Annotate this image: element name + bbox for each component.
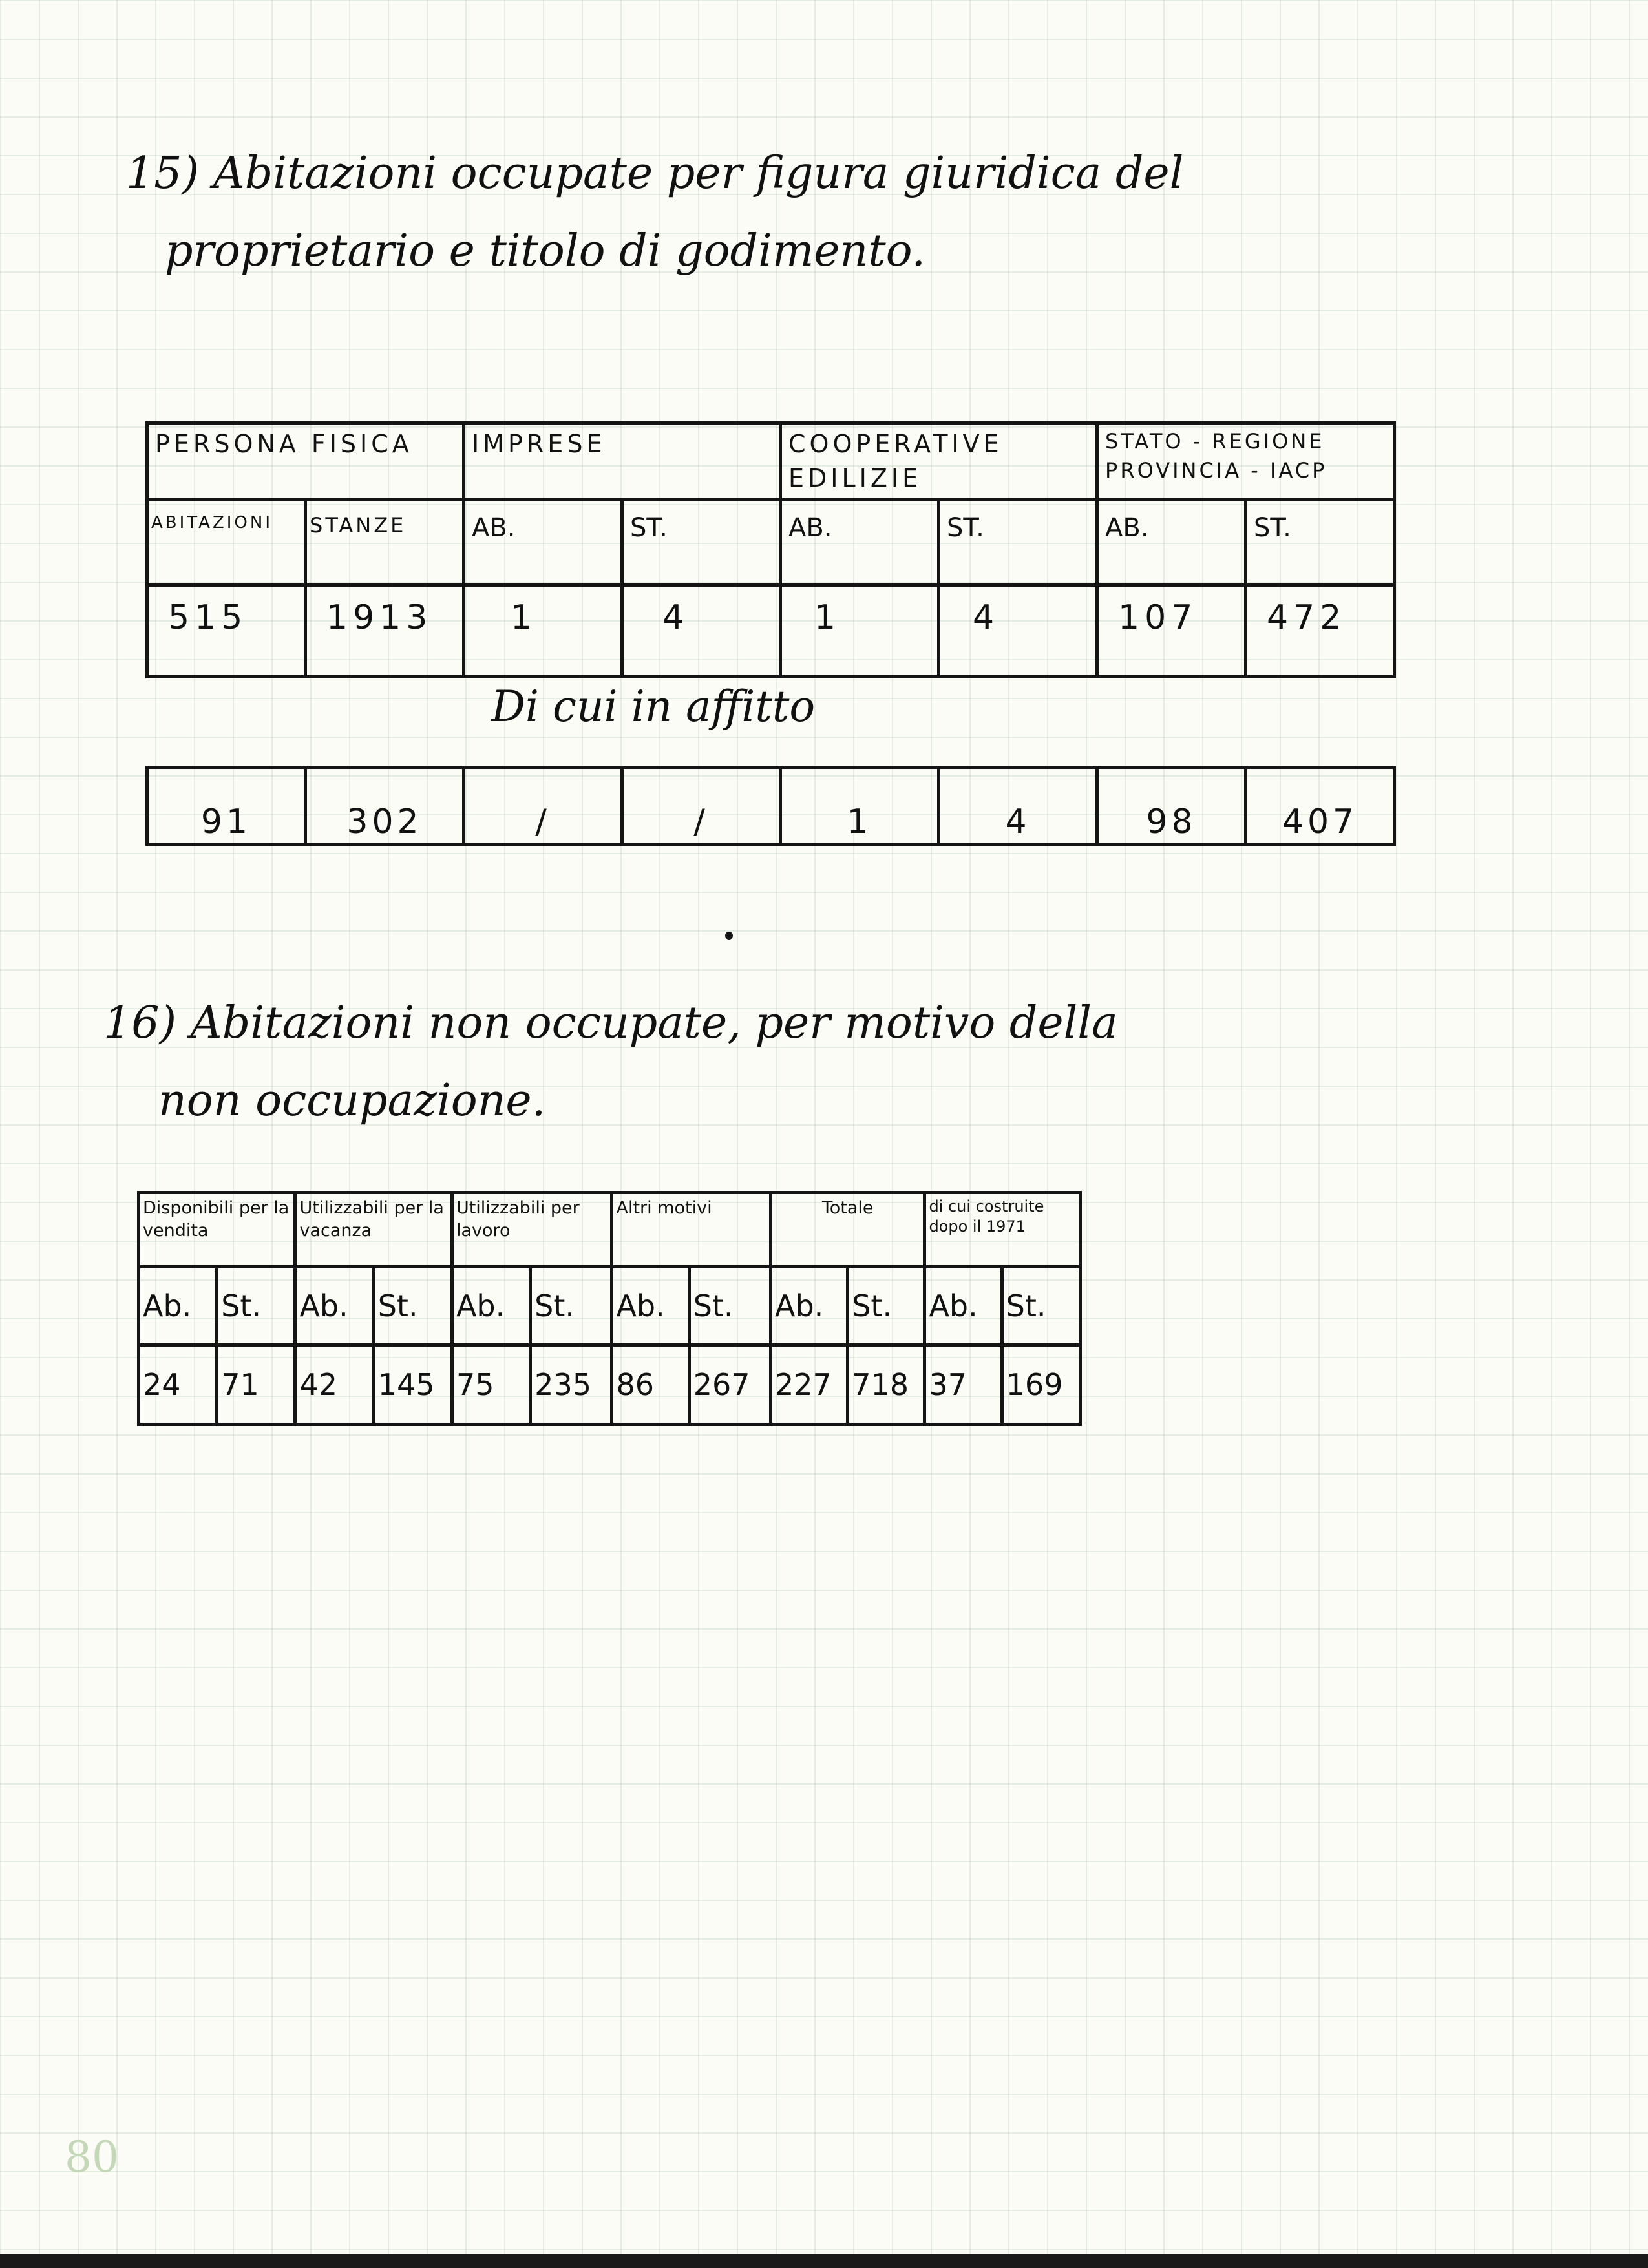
subheader-row — [147, 500, 1395, 585]
subheader-cell: ST. — [622, 500, 781, 585]
group-header-row — [139, 1193, 1081, 1267]
group-header-cell: Altri motivi — [612, 1193, 771, 1267]
subheader-cell: AB. — [464, 500, 622, 585]
rented-value-cell: / — [464, 768, 622, 845]
value-cell: 1913 — [306, 585, 464, 677]
group-header-cell: Totale — [770, 1193, 924, 1267]
value-cell: 1 — [781, 585, 939, 677]
subheader-cell: Ab. — [612, 1267, 689, 1345]
subheader-cell: AB. — [1097, 500, 1246, 585]
value-cell: 235 — [531, 1345, 612, 1425]
section-15-heading-line-2: proprietario e titolo di godimento. — [165, 226, 926, 277]
rented-subset-label: Di cui in affitto — [491, 682, 816, 731]
subheader-row — [139, 1267, 1081, 1345]
value-cell: 75 — [452, 1345, 530, 1425]
section-15-heading-line-1: 15) Abitazioni occupate per figura giuridica del — [126, 148, 1184, 199]
group-header-cell: IMPRESE — [464, 423, 781, 500]
subheader-cell: St. — [531, 1267, 612, 1345]
value-cell: 4 — [939, 585, 1097, 677]
subheader-cell: Ab. — [925, 1267, 1002, 1345]
group-header-row — [147, 423, 1395, 500]
subheader-cell: St. — [217, 1267, 295, 1345]
value-row — [147, 585, 1395, 677]
subheader-cell: ST. — [939, 500, 1097, 585]
value-cell: 267 — [689, 1345, 770, 1425]
subheader-cell: Ab. — [139, 1267, 217, 1345]
unoccupied-dwellings-table — [137, 1191, 1082, 1426]
rented-value-cell: 302 — [306, 768, 464, 845]
group-header-cell: di cui costruite dopo il 1971 — [925, 1193, 1081, 1267]
subheader-cell: St. — [689, 1267, 770, 1345]
subheader-cell: St. — [374, 1267, 452, 1345]
subheader-cell: St. — [1002, 1267, 1080, 1345]
subheader-cell: St. — [848, 1267, 925, 1345]
subheader-cell: STANZE — [306, 500, 464, 585]
value-cell: 37 — [925, 1345, 1002, 1425]
value-row — [139, 1345, 1081, 1425]
value-cell: 718 — [848, 1345, 925, 1425]
value-cell: 4 — [622, 585, 781, 677]
value-cell: 227 — [770, 1345, 847, 1425]
rented-value-row — [147, 768, 1395, 845]
value-cell: 515 — [147, 585, 306, 677]
section-16-heading-line-2: non occupazione. — [158, 1075, 546, 1126]
value-cell: 24 — [139, 1345, 217, 1425]
rented-value-cell: 91 — [147, 768, 306, 845]
group-header-cell: STATO - REGIONE PROVINCIA - IACP — [1097, 423, 1395, 500]
value-cell: 472 — [1246, 585, 1395, 677]
group-header-cell: Utilizzabili per lavoro — [452, 1193, 612, 1267]
page-number: 80 — [65, 2132, 119, 2182]
value-cell: 107 — [1097, 585, 1246, 677]
rented-value-cell: / — [622, 768, 781, 845]
rented-value-cell: 4 — [939, 768, 1097, 845]
rented-value-cell: 407 — [1246, 768, 1395, 845]
section-16-heading-line-1: 16) Abitazioni non occupate, per motivo della — [103, 998, 1118, 1049]
rented-dwellings-table — [145, 766, 1396, 846]
occupied-dwellings-table — [145, 421, 1396, 678]
value-cell: 1 — [464, 585, 622, 677]
subheader-cell: Ab. — [770, 1267, 847, 1345]
subheader-cell: ABITAZIONI — [147, 500, 306, 585]
subheader-cell: AB. — [781, 500, 939, 585]
group-header-cell: PERSONA FISICA — [147, 423, 464, 500]
rented-value-cell: 1 — [781, 768, 939, 845]
subheader-cell: Ab. — [452, 1267, 530, 1345]
group-header-cell: Utilizzabili per la vacanza — [295, 1193, 452, 1267]
subheader-cell: Ab. — [295, 1267, 374, 1345]
group-header-cell: COOPERATIVE EDILIZIE — [781, 423, 1097, 500]
subheader-cell: ST. — [1246, 500, 1395, 585]
scan-bottom-edge — [0, 2254, 1648, 2268]
value-cell: 145 — [374, 1345, 452, 1425]
value-cell: 42 — [295, 1345, 374, 1425]
rented-value-cell: 98 — [1097, 768, 1246, 845]
value-cell: 86 — [612, 1345, 689, 1425]
ink-dot — [725, 932, 733, 940]
group-header-cell: Disponibili per la vendita — [139, 1193, 295, 1267]
value-cell: 71 — [217, 1345, 295, 1425]
value-cell: 169 — [1002, 1345, 1080, 1425]
